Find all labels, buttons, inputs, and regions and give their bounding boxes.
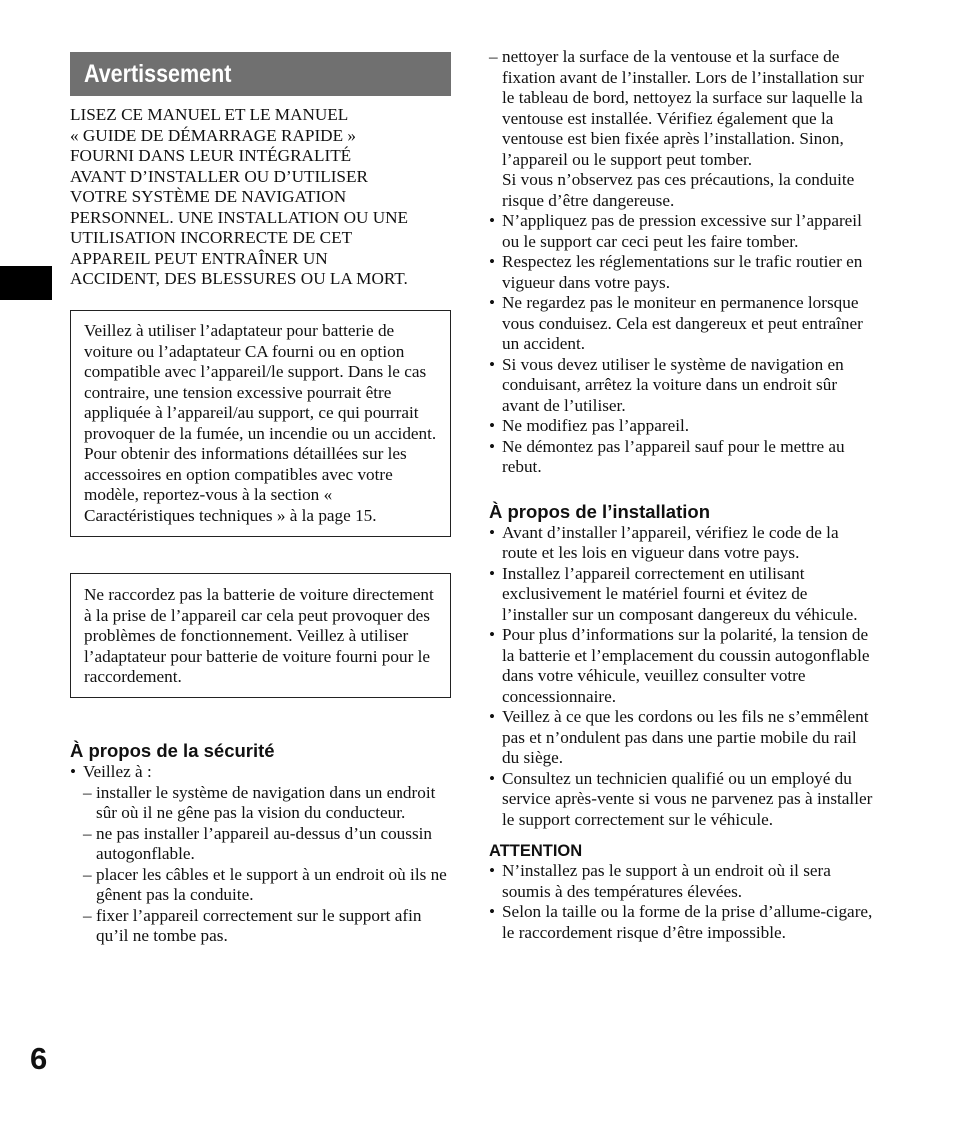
- right-column: [489, 47, 874, 943]
- list-item: • Veillez à ce que les cordons ou les fils ne s’emmêlent pas et n’ondulent pas dans une partie mobile du rail du siège.: [489, 707, 874, 769]
- safety-note: Si vous n’observez pas ces précautions, la conduite risque d’être dangereuse.: [502, 170, 855, 210]
- list-item: – fixer l’appareil correctement sur le support afin qu’il ne tombe pas.: [70, 906, 452, 947]
- list-item: • Ne regardez pas le moniteur en permanence lorsque vous conduisez. Cela est dangereux et peut entraîner un accident.: [489, 293, 874, 355]
- list-item: • N’installez pas le support à un endroit où il sera soumis à des températures élevées.: [489, 861, 874, 902]
- list-item: • Si vous devez utiliser le système de navigation en conduisant, arrêtez la voiture dans un endroit sûr avant de l’utiliser.: [489, 355, 874, 417]
- list-item: – ne pas installer l’appareil au-dessus d’un coussin autogonflable.: [70, 824, 452, 865]
- battery-warning-text: Ne raccordez pas la batterie de voiture directement à la prise de l’appareil car cela peut provoquer des problèmes de fonctionnement. Veillez à utiliser l’adaptateur pour batterie de voiture fourni pour le raccordement.: [84, 585, 434, 686]
- page-title: [70, 52, 451, 96]
- adapter-warning-para-2: Pour obtenir des informations détaillées sur les accessoires en option compatibles avec votre modèle, reportez-vous à la section « Caractéristiques techniques » à la page 15.: [84, 444, 407, 525]
- safety-intro-list: [70, 762, 452, 783]
- list-item: • Consultez un technicien qualifié ou un employé du service après-vente si vous ne parvenez pas à installer le support correctement sur le véhicule.: [489, 769, 874, 831]
- list-item: • Installez l’appareil correctement en utilisant exclusivement le matériel fourni et évitez de l’installer sur un composant dangereux du véhicule.: [489, 564, 874, 626]
- safety-dash-list: [70, 783, 452, 947]
- list-item: – nettoyer la surface de la ventouse et la surface de fixation avant de l’installer. Lors de l’installation sur le tableau de bord, nettoyez la surface sur laquelle la ventouse est installée. Vérifiez également que la ventouse est bien fixée après l’installation. Sinon, l’appareil ou le support peut tomber.: [476, 47, 874, 170]
- safety-intro-item: [70, 762, 452, 783]
- list-item: • Ne démontez pas l’appareil sauf pour le mettre au rebut.: [489, 437, 874, 478]
- installation-bullet-list: [489, 523, 874, 831]
- list-item: • Avant d’installer l’appareil, vérifiez le code de la route et les lois en vigueur dans votre pays.: [489, 523, 874, 564]
- list-item: • N’appliquez pas de pression excessive sur l’appareil ou le support car ceci peut les faire tomber.: [489, 211, 874, 252]
- warning-caps-text: LISEZ CE MANUEL ET LE MANUEL « GUIDE DE DÉMARRAGE RAPIDE » FOURNI DANS LEUR INTÉGRALITÉ AVANT D’INSTALLER OU D’UTILISER VOTRE SYSTÈME DE NAVIGATION PERSONNEL. UNE INSTALLATION OU UNE UTILISATION INCORRECTE DE CET APPAREIL PEUT ENTRAÎNER UN ACCIDENT, DES BLESSURES OU LA MORT.: [70, 105, 409, 288]
- safety-intro-text: Veillez à :: [83, 762, 152, 781]
- adapter-warning-para-1: Veillez à utiliser l’adaptateur pour batterie de voiture ou l’adaptateur CA fourni ou en option compatible avec l’appareil/le support. Dans le cas contraire, une tension excessive pourrait être appliquée à l’appareil/au support, ce qui pourrait provoquer de la fumée, un incendie ou un accident.: [84, 321, 437, 443]
- list-item: – placer les câbles et le support à un endroit où ils ne gênent pas la conduite.: [70, 865, 452, 906]
- attention-bullet-list: [489, 861, 874, 943]
- safety-bullet-list: [489, 211, 874, 478]
- list-item: • Pour plus d’informations sur la polarité, la tension de la batterie et l’emplacement du coussin autogonflable dans votre véhicule, veuillez consulter votre concessionnaire.: [489, 625, 874, 707]
- left-column: [70, 105, 452, 290]
- list-item: • Respectez les réglementations sur le trafic routier en vigueur dans votre pays.: [489, 252, 874, 293]
- page-number: 6: [30, 1041, 48, 1076]
- battery-warning-box: [70, 573, 451, 698]
- adapter-warning-box: [70, 310, 451, 537]
- list-item: • Selon la taille ou la forme de la prise d’allume-cigare, le raccordement risque d’être impossible.: [489, 902, 874, 943]
- list-item: • Ne modifiez pas l’appareil.: [489, 416, 874, 437]
- section-tab-marker: [0, 266, 52, 300]
- safety-dash-list-continued: [476, 47, 874, 170]
- safety-heading: À propos de la sécurité: [70, 740, 275, 761]
- installation-heading: À propos de l’installation: [489, 500, 710, 522]
- page-title-text: Avertissement: [84, 60, 232, 88]
- safety-section: [70, 740, 452, 947]
- list-item: – installer le système de navigation dans un endroit sûr où il ne gêne pas la vision du conducteur.: [70, 783, 452, 824]
- attention-heading: ATTENTION: [489, 842, 583, 860]
